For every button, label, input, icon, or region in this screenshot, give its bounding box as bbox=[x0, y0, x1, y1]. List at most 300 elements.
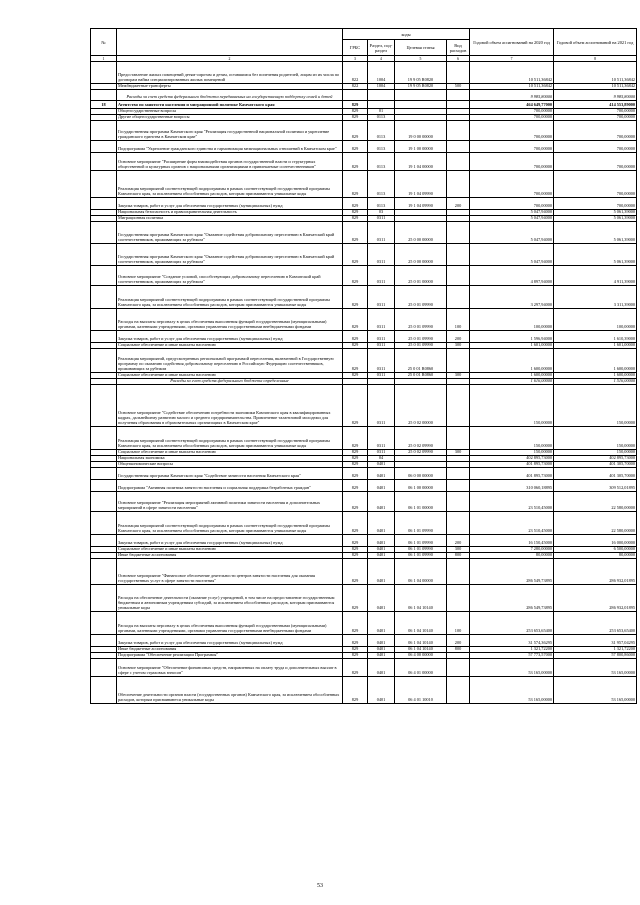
row-value-2021: 10 511,36842 bbox=[554, 62, 637, 84]
row-name: Предоставление жилых помещений детям-сиротам и детям, оставшимся без попечения родителей, лицам из их числа по договорам найма специализированных жилых помещений bbox=[117, 62, 343, 84]
row-vr bbox=[447, 62, 470, 84]
row-name: Общегосударственные вопросы bbox=[117, 109, 343, 115]
row-value-2020: 286 549,73895 bbox=[470, 585, 554, 612]
row-value-2020: 5 047,94000 bbox=[470, 244, 554, 266]
row-cs: 25 0 01 00000 bbox=[395, 266, 447, 286]
row-cs: 06 0 00 00000 bbox=[395, 468, 447, 480]
row-value-2020: 7 280,00000 bbox=[470, 547, 554, 553]
row-name: Государственная программа Камчатского края "Оказание содействия добровольному переселению в Камчатский край соотечественников, проживающих за рубежом" bbox=[117, 222, 343, 244]
row-value-2021: 401 305,70000 bbox=[554, 462, 637, 468]
row-razdel: 0311 bbox=[368, 266, 395, 286]
row-num bbox=[91, 635, 117, 647]
row-value-2020: 1 321,72200 bbox=[470, 647, 554, 653]
row-vr bbox=[447, 286, 470, 309]
row-value-2021: 700,00000 bbox=[554, 121, 637, 141]
row-value-2021: 1 516,00000 bbox=[554, 379, 637, 385]
row-vr bbox=[447, 559, 470, 585]
row-name: Подпрограмма "Обеспечение реализации Программы" bbox=[117, 653, 343, 659]
row-cs: 06 1 01 09990 bbox=[395, 535, 447, 547]
row-value-2021: 414 553,89000 bbox=[554, 101, 637, 109]
row-num bbox=[91, 559, 117, 585]
row-num bbox=[91, 309, 117, 331]
row-grbs: 829 bbox=[343, 244, 368, 266]
row-value-2020: 150,00000 bbox=[470, 427, 554, 450]
row-razdel: 0401 bbox=[368, 547, 395, 553]
row-value-2021: 53 165,00000 bbox=[554, 659, 637, 677]
row-vr bbox=[447, 349, 470, 373]
row-value-2020: 4 897,94000 bbox=[470, 266, 554, 286]
row-value-2020: 401 895,73000 bbox=[470, 468, 554, 480]
row-razdel: 1004 bbox=[368, 84, 395, 90]
row-value-2020: 150,00000 bbox=[470, 385, 554, 427]
row-num bbox=[91, 480, 117, 492]
row-value-2021: 5 061,39000 bbox=[554, 244, 637, 266]
row-value-2020: 3 297,94000 bbox=[470, 286, 554, 309]
row-num bbox=[91, 349, 117, 373]
table-row bbox=[91, 90, 637, 101]
row-grbs: 829 bbox=[343, 559, 368, 585]
row-razdel: 0401 bbox=[368, 512, 395, 535]
table-row bbox=[91, 492, 637, 512]
table-row bbox=[91, 349, 637, 373]
row-name: Закупка товаров, работ и услуг для обеспечения государственных (муниципальных) нужд bbox=[117, 535, 343, 547]
row-value-2021: 700,00000 bbox=[554, 153, 637, 171]
row-grbs: 829 bbox=[343, 547, 368, 553]
row-cs: 19 1 04 09990 bbox=[395, 171, 447, 198]
table-row bbox=[91, 468, 637, 480]
row-vr: 100 bbox=[447, 612, 470, 635]
row-value-2020: 53 165,00000 bbox=[470, 677, 554, 704]
row-cs: 19 9 05 R0820 bbox=[395, 62, 447, 84]
row-vr: 500 bbox=[447, 84, 470, 90]
row-vr bbox=[447, 468, 470, 480]
row-cs: 06 1 04 00000 bbox=[395, 559, 447, 585]
row-vr bbox=[447, 244, 470, 266]
row-value-2020: 700,00000 bbox=[470, 115, 554, 121]
row-name: Национальная экономика bbox=[117, 456, 343, 462]
row-name: Реализация мероприятий соответствующей подпрограммы в рамках соответствующей государственной программы Камчатского края, за исключением обособленных расходов, которым присваиваются уникальные коды bbox=[117, 286, 343, 309]
row-grbs: 829 bbox=[343, 109, 368, 115]
table-row bbox=[91, 635, 637, 647]
row-vr: 300 bbox=[447, 547, 470, 553]
row-vr: 800 bbox=[447, 647, 470, 653]
table-row bbox=[91, 101, 637, 109]
row-grbs: 829 bbox=[343, 535, 368, 547]
row-name: Государственная программа Камчатского края "Реализация государственной национальной политики и укрепление гражданского единства в Камчатском крае" bbox=[117, 121, 343, 141]
row-vr bbox=[447, 427, 470, 450]
row-grbs: 829 bbox=[343, 198, 368, 210]
row-name: Реализация мероприятий, предусмотренных региональной программой переселения, включенной в Государственную программу по оказанию содействия добровольному переселению в Российскую Федерацию соотечественников, проживающих за рубежом bbox=[117, 349, 343, 373]
row-vr: 200 bbox=[447, 198, 470, 210]
row-value-2020: 1 601,00000 bbox=[470, 343, 554, 349]
row-vr: 100 bbox=[447, 309, 470, 331]
row-grbs: 829 bbox=[343, 677, 368, 704]
row-num bbox=[91, 492, 117, 512]
row-grbs bbox=[343, 90, 368, 101]
table-row bbox=[91, 309, 637, 331]
row-cs: 06 1 04 10140 bbox=[395, 647, 447, 653]
row-razdel: 0113 bbox=[368, 171, 395, 198]
row-value-2021: 3 311,39000 bbox=[554, 286, 637, 309]
row-cs: 19 0 00 00000 bbox=[395, 121, 447, 141]
table-row bbox=[91, 266, 637, 286]
row-value-2021: 286 932,01895 bbox=[554, 559, 637, 585]
row-value-2020: 286 549,73895 bbox=[470, 559, 554, 585]
row-razdel: 0401 bbox=[368, 559, 395, 585]
row-razdel: 0113 bbox=[368, 121, 395, 141]
table-row bbox=[91, 385, 637, 427]
row-value-2020: 1 600,00000 bbox=[470, 373, 554, 379]
row-razdel: 0401 bbox=[368, 553, 395, 559]
row-name: Расходы на выплаты персоналу в целях обеспечения выполнения функций государственными (муниципальными) органами, казенными учреждениями, органами управления государственными внебюджетными фондами bbox=[117, 309, 343, 331]
row-name: Основное мероприятие "Создание условий, способствующих добровольному переселению в Камчатский край соотечественников, проживающих за рубежом" bbox=[117, 266, 343, 286]
table-row bbox=[91, 677, 637, 704]
row-name: Расходы за счет средств федерального бюджета определенные bbox=[117, 379, 343, 385]
row-vr bbox=[447, 659, 470, 677]
table-body bbox=[91, 56, 637, 704]
row-name: Основное мероприятие "Содействие обеспечению потребности экономики Камчатского края в квалифицированных кадрах, дальнейшему развитию малого и среднего предпринимательства. Привлечение талантливой молодежи для получения образования в образовательных организациях в Камчатском крае" bbox=[117, 385, 343, 427]
row-vr bbox=[447, 222, 470, 244]
row-cs: 25 0 01 R0860 bbox=[395, 349, 447, 373]
table-header bbox=[91, 29, 637, 56]
row-value-2021: 309 512,01895 bbox=[554, 480, 637, 492]
row-grbs: 829 bbox=[343, 456, 368, 462]
row-grbs: 829 bbox=[343, 171, 368, 198]
row-grbs: 829 bbox=[343, 635, 368, 647]
row-value-2020: 700,00000 bbox=[470, 153, 554, 171]
row-grbs: 829 bbox=[343, 512, 368, 535]
row-cs: 06 1 01 09990 bbox=[395, 547, 447, 553]
row-cs: 25 0 02 00000 bbox=[395, 385, 447, 427]
row-cs: 25 0 00 00000 bbox=[395, 222, 447, 244]
row-num bbox=[91, 385, 117, 427]
row-grbs: 829 bbox=[343, 266, 368, 286]
row-value-2020: 464 649,77000 bbox=[470, 101, 554, 109]
row-name: Реализация мероприятий соответствующей подпрограммы в рамках соответствующей государственной программы Камчатского края, за исключением обособленных расходов, которым присваиваются уникальные коды bbox=[117, 171, 343, 198]
row-razdel: 0113 bbox=[368, 115, 395, 121]
row-name: Социальное обеспечение и иные выплаты населению bbox=[117, 343, 343, 349]
row-grbs: 829 bbox=[343, 216, 368, 222]
row-name: Закупка товаров, работ и услуг для обеспечения государственных (муниципальных) нужд bbox=[117, 198, 343, 210]
row-num bbox=[91, 659, 117, 677]
row-num bbox=[91, 286, 117, 309]
row-razdel: 0401 bbox=[368, 585, 395, 612]
row-name: Основное мероприятие "Финансовое обеспечение деятельности центров занятости населения для оказания государственных услуг в сфере занятости населения" bbox=[117, 559, 343, 585]
row-value-2020: 401 895,73000 bbox=[470, 462, 554, 468]
row-cs: 06 1 04 10140 bbox=[395, 635, 447, 647]
row-value-2020: 1 600,00000 bbox=[470, 349, 554, 373]
row-num bbox=[91, 612, 117, 635]
row-razdel: 0401 bbox=[368, 653, 395, 659]
row-value-2021: 80,00000 bbox=[554, 553, 637, 559]
row-value-2020: 23 510,45000 bbox=[470, 492, 554, 512]
row-vr bbox=[447, 266, 470, 286]
row-value-2021: 700,00000 bbox=[554, 171, 637, 198]
row-grbs: 829 bbox=[343, 480, 368, 492]
row-num bbox=[91, 171, 117, 198]
row-cs: 06 1 04 10140 bbox=[395, 585, 447, 612]
row-num bbox=[91, 121, 117, 141]
row-num: 18 bbox=[91, 101, 117, 109]
table-row bbox=[91, 141, 637, 153]
row-value-2021: 1 600,00000 bbox=[554, 373, 637, 379]
row-value-2021: 57 800,86000 bbox=[554, 653, 637, 659]
row-razdel: 0401 bbox=[368, 612, 395, 635]
row-value-2021: 1 600,00000 bbox=[554, 349, 637, 373]
budget-table-page bbox=[90, 28, 636, 704]
row-num bbox=[91, 427, 117, 450]
row-value-2020: 402 895,73000 bbox=[470, 456, 554, 462]
page-number: 53 bbox=[317, 883, 323, 889]
row-razdel: 0311 bbox=[368, 385, 395, 427]
row-num bbox=[91, 62, 117, 84]
row-name: Обеспечение деятельности органов власти (государственных органов) Камчатского края, за исключением обособленных расходов, которым присваиваются уникальные коды bbox=[117, 677, 343, 704]
row-value-2021: 6 500,00000 bbox=[554, 547, 637, 553]
row-name: Иные бюджетные ассигнования bbox=[117, 647, 343, 653]
row-value-2020: 31 574,36295 bbox=[470, 635, 554, 647]
row-grbs: 829 bbox=[343, 427, 368, 450]
row-razdel: 0401 bbox=[368, 659, 395, 677]
row-value-2021: 401 305,70000 bbox=[554, 468, 637, 480]
row-name: Другие общегосударственные вопросы bbox=[117, 115, 343, 121]
row-vr: 800 bbox=[447, 553, 470, 559]
table-row bbox=[91, 612, 637, 635]
row-razdel: 0401 bbox=[368, 677, 395, 704]
row-value-2021: 402 895,73000 bbox=[554, 456, 637, 462]
row-grbs: 829 bbox=[343, 141, 368, 153]
row-name: Национальная безопасность и правоохранительная деятельность bbox=[117, 210, 343, 216]
row-vr bbox=[447, 121, 470, 141]
row-grbs: 829 bbox=[343, 373, 368, 379]
row-vr bbox=[447, 480, 470, 492]
row-grbs: 829 bbox=[343, 462, 368, 468]
header-name bbox=[117, 29, 343, 56]
header-codes: коды bbox=[343, 29, 470, 40]
row-vr bbox=[447, 585, 470, 612]
row-razdel: 0311 bbox=[368, 286, 395, 309]
row-cs: 25 0 02 09990 bbox=[395, 427, 447, 450]
row-razdel: 0311 bbox=[368, 427, 395, 450]
table-row bbox=[91, 512, 637, 535]
row-vr bbox=[447, 492, 470, 512]
row-razdel: 0311 bbox=[368, 244, 395, 266]
row-value-2021: 1 601,00000 bbox=[554, 343, 637, 349]
row-grbs: 829 bbox=[343, 222, 368, 244]
row-cs: 25 0 00 00000 bbox=[395, 244, 447, 266]
row-vr bbox=[447, 101, 470, 109]
table-row bbox=[91, 198, 637, 210]
row-num bbox=[91, 153, 117, 171]
row-cs: 06 1 01 09990 bbox=[395, 512, 447, 535]
row-grbs: 829 bbox=[343, 653, 368, 659]
row-vr: 200 bbox=[447, 331, 470, 343]
row-vr: 300 bbox=[447, 343, 470, 349]
row-razdel: 0113 bbox=[368, 141, 395, 153]
row-grbs: 829 bbox=[343, 349, 368, 373]
row-cs: 25 0 01 09990 bbox=[395, 331, 447, 343]
row-name: Расходы на выплаты персоналу в целях обеспечения выполнения функций государственными (муниципальными) органами, казенными учреждениями, органами управления государственными внебюджетными фондами bbox=[117, 612, 343, 635]
row-num bbox=[91, 266, 117, 286]
header-num: № bbox=[91, 29, 117, 56]
row-value-2020: 100,00000 bbox=[470, 309, 554, 331]
row-grbs: 829 bbox=[343, 468, 368, 480]
row-razdel: 04 bbox=[368, 456, 395, 462]
row-vr bbox=[447, 171, 470, 198]
row-razdel: 0311 bbox=[368, 343, 395, 349]
row-name: Основное мероприятие "Расширение форм взаимодействия органов государственной власти и структурных общественной и культурных органов с национальными организациями в привлекаемые соотечественников" bbox=[117, 153, 343, 171]
row-value-2021: 22 580,00000 bbox=[554, 512, 637, 535]
row-cs: 06 1 01 00000 bbox=[395, 492, 447, 512]
row-name: Государственная программа Камчатского края "Содействие занятости населения Камчатского края" bbox=[117, 468, 343, 480]
table-row bbox=[91, 171, 637, 198]
row-value-2021: 150,00000 bbox=[554, 427, 637, 450]
row-vr bbox=[447, 90, 470, 101]
row-razdel bbox=[368, 90, 395, 101]
row-value-2021: 5 061,39000 bbox=[554, 222, 637, 244]
row-value-2020: 5 047,94000 bbox=[470, 222, 554, 244]
row-razdel: 0401 bbox=[368, 468, 395, 480]
row-vr bbox=[447, 677, 470, 704]
row-vr bbox=[447, 153, 470, 171]
table-row bbox=[91, 427, 637, 450]
row-num bbox=[91, 198, 117, 210]
row-value-2021: 9 985,80000 bbox=[554, 90, 637, 101]
row-vr bbox=[447, 512, 470, 535]
row-value-2021: 700,00000 bbox=[554, 115, 637, 121]
row-grbs: 829 bbox=[343, 210, 368, 216]
row-name: Иные бюджетные ассигнования bbox=[117, 553, 343, 559]
index-row: 1 2 3 4 5 6 7 8 bbox=[91, 56, 637, 62]
row-value-2021: 150,00000 bbox=[554, 450, 637, 456]
header-cs: Целевая статья bbox=[395, 40, 447, 56]
row-name: Миграционная политика bbox=[117, 216, 343, 222]
row-razdel: 0113 bbox=[368, 153, 395, 171]
row-value-2020: 5 047,94000 bbox=[470, 210, 554, 216]
row-name: Расходы на обеспечение деятельности (оказание услуг) учреждений, в том числе на предоставление государственным бюджетным и автономным учреждениям субсидий, за исключением обособленных расходов, которым присваиваются уникальные коды bbox=[117, 585, 343, 612]
row-cs: 06 4 01 00000 bbox=[395, 659, 447, 677]
row-value-2021: 5 061,39000 bbox=[554, 210, 637, 216]
row-name: Расходы за счет средств федерального бюджета передаваемых на государственную поддержку семей и детей bbox=[117, 90, 343, 101]
row-cs: 19 1 04 09990 bbox=[395, 198, 447, 210]
table-row bbox=[91, 286, 637, 309]
row-value-2020: 310 060,18895 bbox=[470, 480, 554, 492]
row-value-2020: 700,00000 bbox=[470, 198, 554, 210]
table-row bbox=[91, 244, 637, 266]
row-vr: 200 bbox=[447, 535, 470, 547]
row-vr: 300 bbox=[447, 373, 470, 379]
row-cs: 25 0 01 09990 bbox=[395, 286, 447, 309]
table-row bbox=[91, 659, 637, 677]
row-value-2021: 700,00000 bbox=[554, 141, 637, 153]
row-num bbox=[91, 585, 117, 612]
row-grbs: 829 bbox=[343, 343, 368, 349]
row-grbs: 829 bbox=[343, 101, 368, 109]
row-razdel: 0401 bbox=[368, 535, 395, 547]
row-value-2020: 9 985,80000 bbox=[470, 90, 554, 101]
row-vr bbox=[447, 385, 470, 427]
row-razdel: 0401 bbox=[368, 492, 395, 512]
row-value-2021: 286 932,01895 bbox=[554, 585, 637, 612]
row-num bbox=[91, 331, 117, 343]
row-name: Социальное обеспечение и иные выплаты населению bbox=[117, 450, 343, 456]
row-cs: 25 0 02 09990 bbox=[395, 450, 447, 456]
row-name: Реализация мероприятий соответствующей подпрограммы в рамках соответствующей государственной программы Камчатского края, за исключением обособленных расходов, которым присваиваются уникальные коды bbox=[117, 427, 343, 450]
table-row bbox=[91, 222, 637, 244]
row-name: Основное мероприятие "Реализация мероприятий активной политики занятости населения и дополнительных мероприятий в сфере занятости населения" bbox=[117, 492, 343, 512]
row-razdel: 0311 bbox=[368, 373, 395, 379]
row-value-2020: 23 510,45000 bbox=[470, 512, 554, 535]
row-razdel: 0311 bbox=[368, 349, 395, 373]
row-name: Социальное обеспечение и иные выплаты населению bbox=[117, 547, 343, 553]
row-name: Закупка товаров, работ и услуг для обеспечения государственных (муниципальных) нужд bbox=[117, 331, 343, 343]
row-razdel: 0311 bbox=[368, 309, 395, 331]
table-row bbox=[91, 480, 637, 492]
row-value-2021: 16 000,00000 bbox=[554, 535, 637, 547]
row-grbs: 829 bbox=[343, 553, 368, 559]
row-grbs: 829 bbox=[343, 647, 368, 653]
row-name: Социальное обеспечение и иные выплаты населению bbox=[117, 373, 343, 379]
row-name: Подпрограмма "Активная политика занятости населения и социальная поддержка безработных граждан" bbox=[117, 480, 343, 492]
row-value-2021: 100,00000 bbox=[554, 309, 637, 331]
row-value-2020: 1 616,00000 bbox=[470, 379, 554, 385]
header-razdel: Раздел, под-раздел bbox=[368, 40, 395, 56]
table-row bbox=[91, 121, 637, 141]
budget-table bbox=[90, 28, 637, 704]
row-razdel: 0401 bbox=[368, 647, 395, 653]
row-name: Государственная программа Камчатского края "Оказание содействия добровольному переселению в Камчатский край соотечественников, проживающих за рубежом" bbox=[117, 244, 343, 266]
row-num bbox=[91, 222, 117, 244]
row-cs: 06 4 01 10010 bbox=[395, 677, 447, 704]
row-name: Закупка товаров, работ и услуг для обеспечения государственных (муниципальных) нужд bbox=[117, 635, 343, 647]
row-grbs: 829 bbox=[343, 309, 368, 331]
row-razdel: 0113 bbox=[368, 198, 395, 210]
row-grbs: 829 bbox=[343, 492, 368, 512]
row-razdel: 01 bbox=[368, 109, 395, 115]
row-value-2020: 57 773,57000 bbox=[470, 653, 554, 659]
row-vr: 200 bbox=[447, 635, 470, 647]
row-razdel: 0311 bbox=[368, 331, 395, 343]
row-value-2020: 150,00000 bbox=[470, 450, 554, 456]
row-razdel: 0401 bbox=[368, 635, 395, 647]
row-value-2021: 10 511,36842 bbox=[554, 84, 637, 90]
row-value-2021: 5 061,39000 bbox=[554, 216, 637, 222]
row-value-2021: 31 957,04295 bbox=[554, 635, 637, 647]
row-value-2020: 253 653,65400 bbox=[470, 612, 554, 635]
row-value-2020: 16 150,45000 bbox=[470, 535, 554, 547]
header-vr: Вид расходов bbox=[447, 40, 470, 56]
row-razdel: 0311 bbox=[368, 216, 395, 222]
row-num bbox=[91, 512, 117, 535]
row-value-2020: 10 511,36842 bbox=[470, 62, 554, 84]
header-grbs: ГРБС bbox=[343, 40, 368, 56]
row-name: Реализация мероприятий соответствующей подпрограммы в рамках соответствующей государственной программы Камчатского края, за исключением обособленных расходов, которым присваиваются уникальные коды bbox=[117, 512, 343, 535]
table-row bbox=[91, 331, 637, 343]
row-value-2020: 1 596,94000 bbox=[470, 331, 554, 343]
row-razdel: 0401 bbox=[368, 462, 395, 468]
row-cs: 06 1 01 09990 bbox=[395, 553, 447, 559]
row-num bbox=[91, 141, 117, 153]
row-cs: 06 4 00 00000 bbox=[395, 653, 447, 659]
table-row bbox=[91, 559, 637, 585]
row-value-2021: 1 321,72200 bbox=[554, 647, 637, 653]
row-cs: 19 1 04 00000 bbox=[395, 153, 447, 171]
table-row bbox=[91, 585, 637, 612]
row-value-2021: 22 580,00000 bbox=[554, 492, 637, 512]
row-name: Основное мероприятие "Обеспечение финансовых средств, направленных на оплату труда и дополнительных выплат в сфере с учетом страховых взносов" bbox=[117, 659, 343, 677]
row-cs: 06 1 04 10140 bbox=[395, 612, 447, 635]
row-vr bbox=[447, 141, 470, 153]
row-value-2020: 10 511,36842 bbox=[470, 84, 554, 90]
